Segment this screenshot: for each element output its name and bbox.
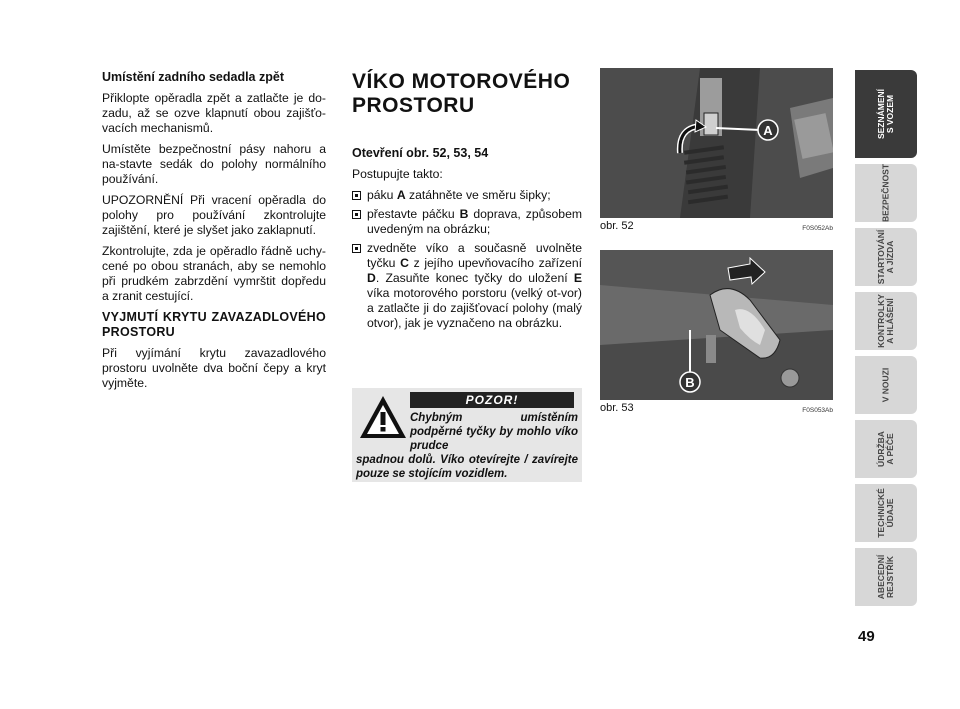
paragraph: Při vyjímání krytu zavazadlového prostoru uvolněte dva boční čepy a kryt vyjměte. [102,346,326,390]
svg-text:A: A [763,123,773,138]
checkbox-bullet-icon [352,210,361,219]
warning-box [352,388,582,482]
figure-code: F0S052Ab [802,225,833,232]
tab-abecedni-rejstrik[interactable]: ABECEDNÍ REJSTŘÍK [855,548,917,606]
figure-caption-row [600,402,833,414]
checkbox-bullet-icon [352,244,361,253]
paragraph: Přiklopte opěradla zpět a zatlačte je do-zadu, až se ozve klapnutí obou zajišťo-vacích mechanismů. [102,91,326,135]
warning-text: Chybným umístěním podpěrné tyčky by mohlo víko prudce spadnou dolů. Víko otevírejte / zavírejte pouze se stojícím vozidlem. [356,412,578,480]
section-heading-rear-seat: Umístění zadního sedadla zpět [102,70,284,84]
tab-bezpecnost[interactable]: BEZPEČNOST [855,164,917,222]
figure-caption-row [600,220,833,232]
section-heading-luggage-cover: VYJMUTÍ KRYTU ZAVAZADLOVÉHO PROSTORU [102,310,326,339]
tab-startovani[interactable]: STARTOVÁNÍ A JÍZDA [855,228,917,286]
list-item: přestavte páčku B doprava, způsobem uvedeným na obrázku; [352,207,582,237]
figure-code: F0S053Ab [802,407,833,414]
steps-list [352,188,582,331]
paragraph: UPOZORNĚNÍ Při vracení opěradla do polohy pro používání zkontrolujte zajištění, které je slyšet jako zaklapnutí. [102,193,326,237]
svg-text:B: B [685,375,695,390]
subsection-heading: Otevření obr. 52, 53, 54 [352,146,489,160]
warning-header: POZOR! [410,392,574,408]
checkbox-bullet-icon [352,191,361,200]
figure-image-hood-latch [600,250,833,400]
tab-kontrolky[interactable]: KONTROLKY A HLÁŠENÍ [855,292,917,350]
figure-caption: obr. 53 [600,402,634,414]
tab-technicke-udaje[interactable]: TECHNICKÉ ÚDAJE [855,484,917,542]
tab-udrzba[interactable]: ÚDRŽBA A PÉČE [855,420,917,478]
tab-seznameni-s-vozem[interactable]: SEZNÁMENÍ S VOZEM [855,70,917,158]
page-title: VÍKO MOTOROVÉHO PROSTORU [352,70,571,117]
figure-52 [600,68,833,232]
intro-text: Postupujte takto: [352,167,443,181]
figure-caption: obr. 52 [600,220,634,232]
paragraph: Zkontrolujte, zda je opěradlo řádně uchy-cené po obou stranách, aby se nemohlo při prudkém zabrzdění vymrštit dopředu a zranit cestující. [102,244,326,303]
left-column [102,70,326,397]
figure-53 [600,250,833,414]
page-number: 49 [858,628,875,645]
tab-v-nouzi[interactable]: V NOUZI [855,356,917,414]
middle-column [352,70,582,335]
figure-image-hood-lever [600,68,833,218]
paragraph: Umístěte bezpečnostní pásy nahoru a na-stavte sedák do polohy normálního používání. [102,142,326,186]
list-item: zvedněte víko a současně uvolněte tyčku C z jejího upevňovacího zařízení D. Zasuňte konec tyčky do uložení E víka motorového porstoru (velký ot-vor) a zatlačte ji do zajišťovací polohy (malý otvor), jak je vyznačeno na obrázku. [352,241,582,331]
list-item: páku A zatáhněte ve směru šipky; [352,188,582,203]
